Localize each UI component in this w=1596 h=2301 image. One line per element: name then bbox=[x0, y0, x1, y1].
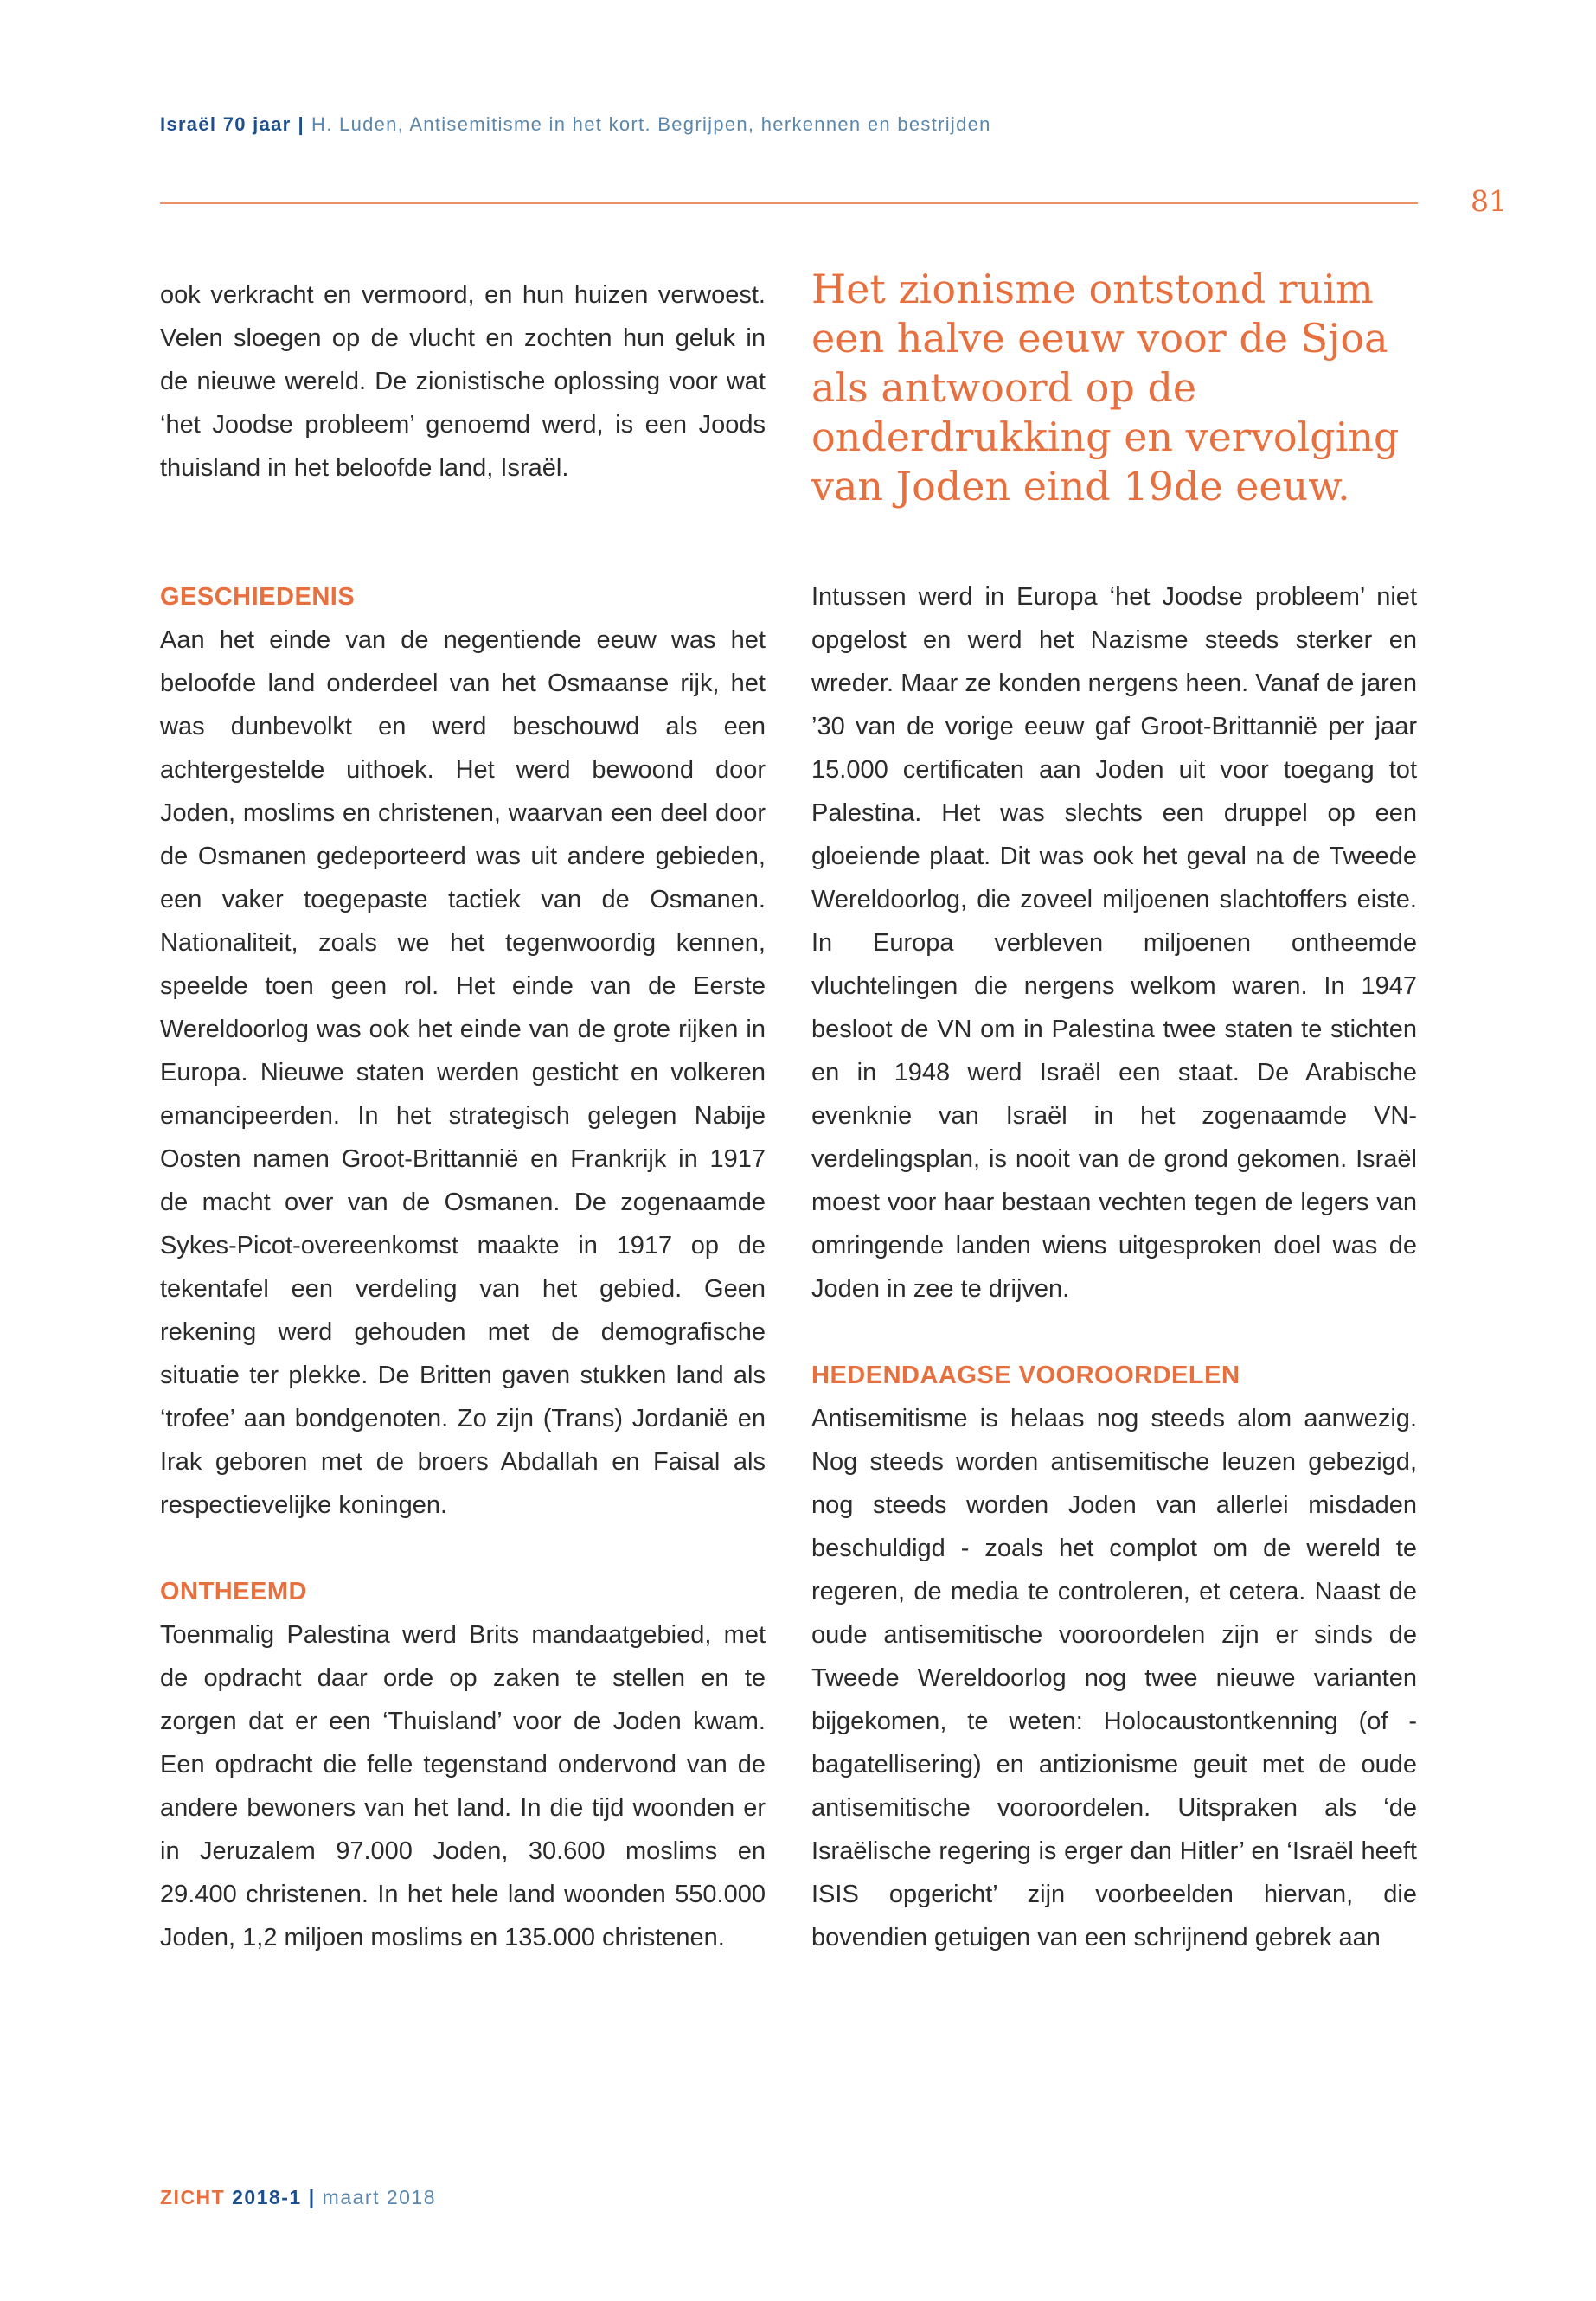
magazine-title: Israël 70 jaar bbox=[160, 113, 292, 135]
paragraph-geschiedenis: Aan het einde van de negentiende eeuw was het beloofde land onderdeel van het Osmaanse rijk, het was dunbevolkt en werd beschouwd als een achtergestelde uithoek. Het werd bewoond door Joden, moslims en christenen, waarvan een deel door de Osmanen gedeporteerd was uit andere gebieden, een vaker toegepaste tactiek van de Osmanen. Nationaliteit, zoals we het tegenwoordig kennen, speelde toen geen rol. Het einde van de Eerste Wereldoorlog was ook het einde van de grote rijken in Europa. Nieuwe staten werden gesticht en volkeren emancipeerden. In het strategisch gelegen Nabije Oosten namen Groot-Brittannië en Frankrijk in 1917 de macht over van de Osmanen. De zogenaamde Sykes-Picot-overeenkomst maakte in 1917 op de tekentafel een verdeling van het gebied. Geen rekening werd gehouden met de demografische situatie ter plekke. De Britten gaven stukken land als ‘trofee’ aan bondgenoten. Zo zijn (Trans) Jordanië en Irak geboren met de broers Abdallah en Faisal als respectievelijke koningen. bbox=[160, 626, 766, 1519]
heading-ontheemd: ONTHEEMD bbox=[160, 1578, 307, 1606]
heading-geschiedenis: GESCHIEDENIS bbox=[160, 583, 356, 611]
pull-quote: Het zionisme ontstond ruim een halve eeuw voor de Sjoa als antwoord op de onderdrukking en vervolging van Joden eind 19de eeuw. bbox=[811, 266, 1400, 510]
section-gap bbox=[160, 1527, 766, 1570]
article-subtitle: H. Luden, Antisemitisme in het kort. Begrijpen, herkennen en bestrijden bbox=[311, 113, 991, 135]
running-header bbox=[160, 113, 991, 136]
heading-hedendaagse-vooroordelen: HEDENDAAGSE VOOROORDELEN bbox=[811, 1362, 1240, 1389]
footer-issue: 2018-1 bbox=[232, 2186, 302, 2208]
left-column-top bbox=[160, 273, 766, 490]
header-rule bbox=[160, 202, 1418, 204]
footer-separator: | bbox=[308, 2186, 316, 2208]
paragraph-intussen: Intussen werd in Europa ‘het Joodse probleem’ niet opgelost en werd het Nazisme steeds sterker en wreder. Maar ze konden nergens heen. Vanaf de jaren ’30 van de vorige eeuw gaf Groot-Brittannië per jaar 15.000 certificaten aan Joden uit voor toegang tot Palestina. Het was slechts een druppel op een gloeiende plaat. Dit was ook het geval na de Tweede Wereldoorlog, die zoveel miljoenen slachtoffers eiste. In Europa verbleven miljoenen ontheemde vluchtelingen die nergens welkom waren. In 1947 besloot de VN om in Palestina twee staten te stichten en in 1948 werd Israël een staat. De Arabische evenknie van Israël in het zogenaamde VN-verdelingsplan, is nooit van de grond gekomen. Israël moest voor haar bestaan vechten tegen de legers van omringende landen wiens uitgesproken doel was de Joden in zee te drijven. bbox=[811, 583, 1417, 1303]
header-separator: | bbox=[298, 113, 305, 135]
footer-brand: ZICHT bbox=[160, 2186, 226, 2208]
page-number: 81 bbox=[1471, 184, 1507, 218]
right-column bbox=[811, 575, 1417, 1959]
left-column bbox=[160, 575, 766, 1959]
footer-date: maart 2018 bbox=[322, 2186, 437, 2208]
paragraph-vooroordelen: Antisemitisme is helaas nog steeds alom aanwezig. Nog steeds worden antisemitische leuzen gebezigd, nog steeds worden Joden van allerlei misdaden beschuldigd - zoals het complot om de wereld te regeren, de media te controleren, et cetera. Naast de oude antisemitische vooroordelen zijn er sinds de Tweede Wereldoorlog nog twee nieuwe varianten bijgekomen, te weten: Holocaustontkenning (of -bagatellisering) en antizionisme geuit met de oude antisemitische vooroordelen. Uitspraken als ‘de Israëlische regering is erger dan Hitler’ en ‘Israël heeft ISIS opgericht’ zijn voorbeelden hiervan, die bovendien getuigen van een schrijnend gebrek aan bbox=[811, 1405, 1417, 1952]
intro-paragraph: ook verkracht en vermoord, en hun huizen verwoest. Velen sloegen op de vlucht en zochten hun geluk in de nieuwe wereld. De zionistische oplossing voor wat ‘het Joodse probleem’ genoemd werd, is een Joods thuisland in het beloofde land, Israël. bbox=[160, 281, 766, 482]
section-gap bbox=[811, 1311, 1417, 1354]
paragraph-ontheemd: Toenmalig Palestina werd Brits mandaatgebied, met de opdracht daar orde op zaken te stellen en te zorgen dat er een ‘Thuisland’ voor de Joden kwam. Een opdracht die felle tegenstand ondervond van de andere bewoners van het land. In die tijd woonden er in Jeruzalem 97.000 Joden, 30.600 moslims en 29.400 christenen. In het hele land woonden 550.000 Joden, 1,2 miljoen moslims en 135.000 christenen. bbox=[160, 1621, 766, 1952]
page-footer bbox=[160, 2186, 436, 2209]
